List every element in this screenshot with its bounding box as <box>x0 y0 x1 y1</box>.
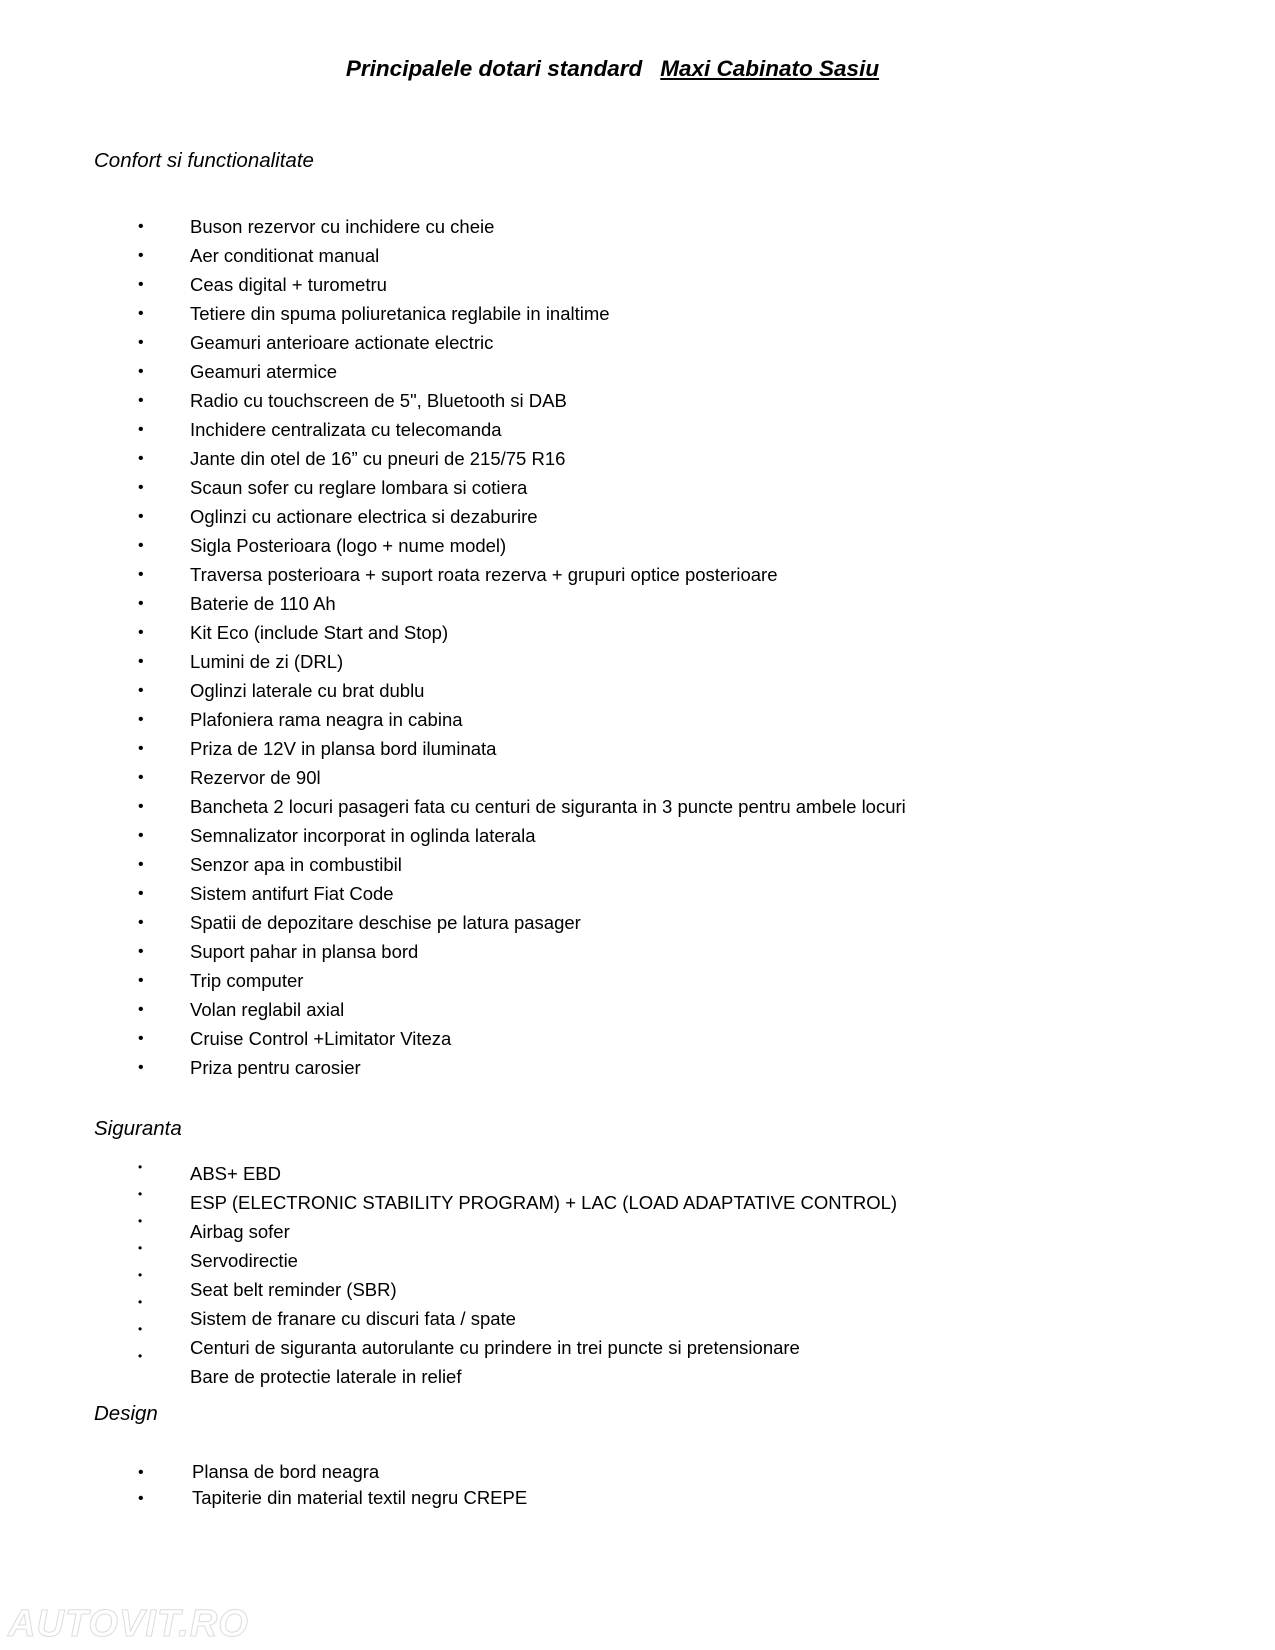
bullet-icon: • <box>138 1160 143 1174</box>
list-item: Bancheta 2 locuri pasageri fata cu centuri de siguranta in 3 puncte pentru ambele locuri <box>190 796 906 817</box>
list-item: ESP (ELECTRONIC STABILITY PROGRAM) + LAC (LOAD ADAPTATIVE CONTROL) <box>190 1192 898 1213</box>
bullet-icon: • <box>138 479 144 496</box>
bullet-icon: • <box>138 1490 144 1507</box>
bullet-icon: • <box>138 421 144 438</box>
list-item: Sistem de franare cu discuri fata / spate <box>190 1308 516 1329</box>
bullet-icon: • <box>138 943 144 960</box>
bullet-icon: • <box>138 1322 143 1336</box>
list-item: Radio cu touchscreen de 5", Bluetooth si DAB <box>190 390 567 411</box>
bullet-icon: • <box>138 914 144 931</box>
list-item: Ceas digital + turometru <box>190 274 387 295</box>
list-item: Cruise Control +Limitator Viteza <box>190 1028 452 1049</box>
bullet-icon: • <box>138 1059 144 1076</box>
list-item: Scaun sofer cu reglare lombara si cotiera <box>190 477 528 498</box>
list-item: Oglinzi cu actionare electrica si dezaburire <box>190 506 538 527</box>
bullet-icon: • <box>138 247 144 264</box>
bullet-icon: • <box>138 218 144 235</box>
section-heading-safety: Siguranta <box>94 1117 182 1140</box>
bullet-icon: • <box>138 595 144 612</box>
title-model: Maxi Cabinato Sasiu <box>660 56 880 81</box>
list-item: Plansa de bord neagra <box>192 1461 380 1482</box>
bullet-icon: • <box>138 1349 143 1363</box>
bullet-icon: • <box>138 305 144 322</box>
title-prefix: Principalele dotari standard <box>345 56 643 81</box>
list-item: Trip computer <box>190 970 304 991</box>
list-item: Sistem antifurt Fiat Code <box>190 883 394 904</box>
list-item: ABS+ EBD <box>190 1163 282 1184</box>
list-item: Airbag sofer <box>190 1221 290 1242</box>
bullet-icon: • <box>138 450 144 467</box>
list-item: Buson rezervor cu inchidere cu cheie <box>190 216 495 237</box>
list-item: Aer conditionat manual <box>190 245 380 266</box>
bullet-icon: • <box>138 1030 144 1047</box>
list-item: Tetiere din spuma poliuretanica reglabile in inaltime <box>190 303 610 324</box>
list-item: Kit Eco (include Start and Stop) <box>190 622 449 643</box>
list-item: Centuri de siguranta autorulante cu prindere in trei puncte si pretensionare <box>190 1337 800 1358</box>
bullet-icon: • <box>138 537 144 554</box>
list-item: Traversa posterioara + suport roata rezerva + grupuri optice posterioare <box>190 564 778 585</box>
bullet-icon: • <box>138 682 144 699</box>
list-item: Oglinzi laterale cu brat dublu <box>190 680 425 701</box>
bullet-icon: • <box>138 392 144 409</box>
bullet-icon: • <box>138 711 144 728</box>
list-item: Geamuri atermice <box>190 361 338 382</box>
list-item: Tapiterie din material textil negru CREPE <box>192 1487 528 1508</box>
bullet-icon: • <box>138 1268 143 1282</box>
list-item: Priza pentru carosier <box>190 1057 361 1078</box>
bullet-icon: • <box>138 1214 143 1228</box>
bullet-icon: • <box>138 1241 143 1255</box>
list-item: Lumini de zi (DRL) <box>190 651 344 672</box>
list-item: Suport pahar in plansa bord <box>190 941 419 962</box>
bullet-icon: • <box>138 740 144 757</box>
bullet-icon: • <box>138 334 144 351</box>
bullet-icon: • <box>138 1295 143 1309</box>
list-item: Volan reglabil axial <box>190 999 345 1020</box>
bullet-icon: • <box>138 1001 144 1018</box>
bullet-icon: • <box>138 566 144 583</box>
list-item: Bare de protectie laterale in relief <box>190 1366 462 1387</box>
list-item: Priza de 12V in plansa bord iluminata <box>190 738 497 759</box>
list-item: Inchidere centralizata cu telecomanda <box>190 419 502 440</box>
list-item: Geamuri anterioare actionate electric <box>190 332 494 353</box>
bullet-icon: • <box>138 653 144 670</box>
list-item: Seat belt reminder (SBR) <box>190 1279 397 1300</box>
bullet-icon: • <box>138 856 144 873</box>
bullet-icon: • <box>138 827 144 844</box>
section-heading-design: Design <box>94 1402 158 1425</box>
list-item: Servodirectie <box>190 1250 298 1271</box>
page-title <box>0 56 1225 82</box>
bullet-icon: • <box>138 769 144 786</box>
bullet-icon: • <box>138 508 144 525</box>
list-item: Plafoniera rama neagra in cabina <box>190 709 463 730</box>
bullet-icon: • <box>138 885 144 902</box>
bullet-icon: • <box>138 276 144 293</box>
list-item: Spatii de depozitare deschise pe latura pasager <box>190 912 581 933</box>
watermark-logo: AUTOVIT.RO <box>8 1603 249 1645</box>
bullet-icon: • <box>138 624 144 641</box>
list-item: Jante din otel de 16” cu pneuri de 215/75 R16 <box>190 448 566 469</box>
section-heading-comfort: Confort si functionalitate <box>94 149 314 172</box>
list-item: Semnalizator incorporat in oglinda laterala <box>190 825 536 846</box>
list-item: Senzor apa in combustibil <box>190 854 402 875</box>
bullet-icon: • <box>138 972 144 989</box>
list-item: Sigla Posterioara (logo + nume model) <box>190 535 507 556</box>
bullet-icon: • <box>138 1464 144 1481</box>
list-item: Rezervor de 90l <box>190 767 321 788</box>
list-item: Baterie de 110 Ah <box>190 593 336 614</box>
bullet-icon: • <box>138 1187 143 1201</box>
bullet-icon: • <box>138 363 144 380</box>
bullet-icon: • <box>138 798 144 815</box>
